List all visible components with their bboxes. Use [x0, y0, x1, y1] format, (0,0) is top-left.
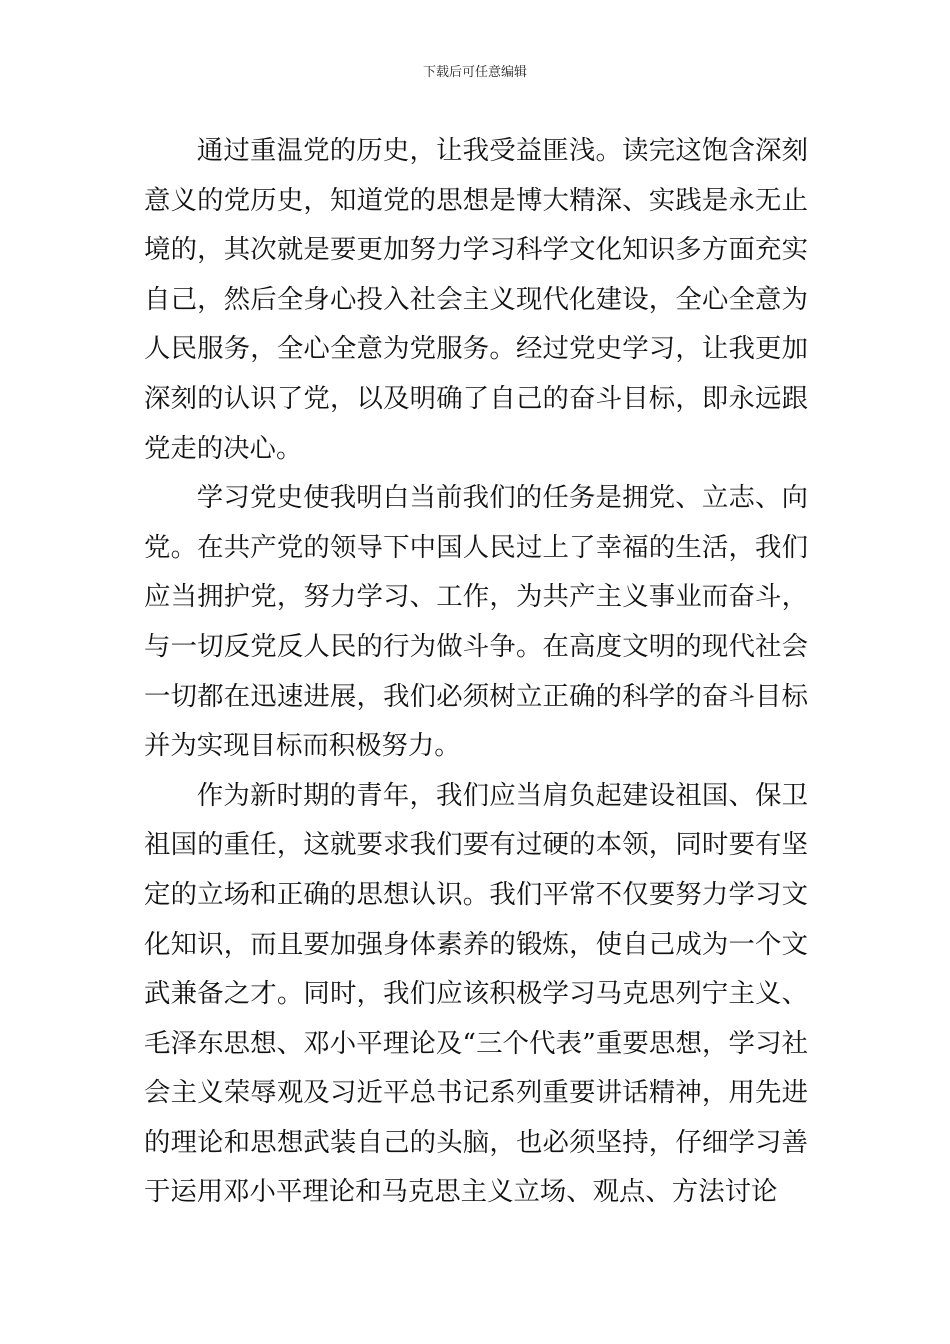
- paragraph-1: 通过重温党的历史，让我受益匪浅。读完这饱含深刻意义的党历史，知道党的思想是博大精深、实践是永无止境的，其次就是要更加努力学习科学文化知识多方面充实自己，然后全身心投入社会主义现代化建设，全心全意为人民服务，全心全意为党服务。经过党史学习，让我更加深刻的认识了党，以及明确了自己的奋斗目标，即永远跟党走的决心。: [144, 135, 808, 464]
- document-body: [144, 126, 808, 1217]
- page-header: 下载后可任意编辑: [422, 65, 527, 80]
- paragraph-2: 学习党史使我明白当前我们的任务是拥党、立志、向党。在共产党的领导下中国人民过上了幸福的生活，我们应当拥护党，努力学习、工作，为共产主义事业而奋斗，与一切反党反人民的行为做斗争。在高度文明的现代社会一切都在迅速进展，我们必须树立正确的科学的奋斗目标并为实现目标而积极努力。: [144, 482, 808, 762]
- paragraph-3: 作为新时期的青年，我们应当肩负起建设祖国、保卫祖国的重任，这就要求我们要有过硬的本领，同时要有坚定的立场和正确的思想认识。我们平常不仅要努力学习文化知识，而且要加强身体素养的锻炼，使自己成为一个文武兼备之才。同时，我们应该积极学习马克思列宁主义、毛泽东思想、邓小平理论及“三个代表”重要思想，学习社会主义荣辱观及习近平总书记系列重要讲话精神，用先进的理论和思想武装自己的头脑，也必须坚持，仔细学习善于运用邓小平理论和马克思主义立场、观点、方法讨论: [144, 779, 808, 1208]
